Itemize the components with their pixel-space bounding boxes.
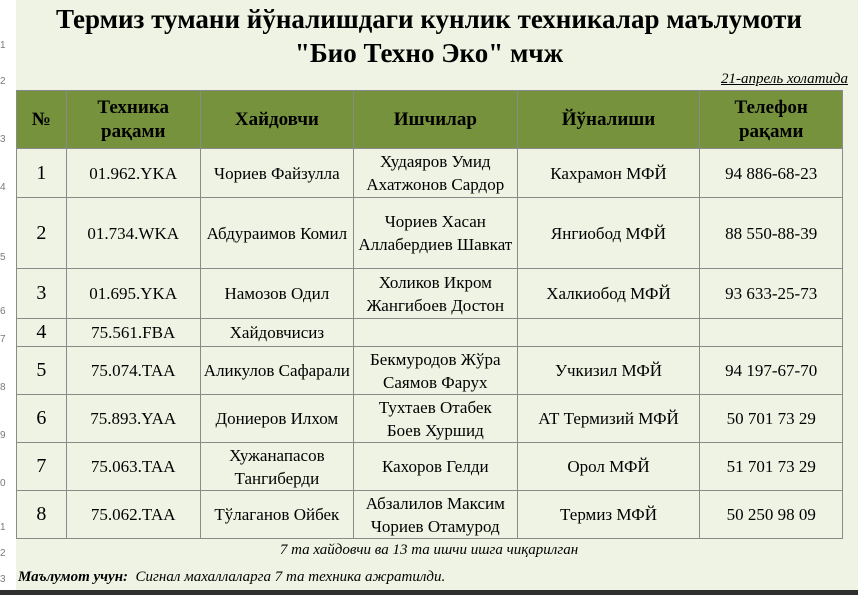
row-header-column: [0, 0, 17, 595]
row-number[interactable]: 1: [0, 522, 6, 533]
cell-driver[interactable]: Дониеров Илхом: [200, 395, 353, 443]
table-row: [17, 319, 843, 347]
cell-phone[interactable]: 94 197-67-70: [700, 347, 843, 395]
cell-plate[interactable]: 01.962.YKA: [66, 149, 200, 198]
cell-driver[interactable]: Абдураимов Комил: [200, 198, 353, 269]
row-number[interactable]: 3: [0, 134, 6, 145]
cell-driver[interactable]: Тўлаганов Ойбек: [200, 491, 353, 539]
header-cell-workers[interactable]: Ишчилар: [353, 91, 517, 149]
worker-name: Кахоров Гелди: [381, 457, 489, 476]
cell-phone[interactable]: 50 701 73 29: [700, 395, 843, 443]
info-line[interactable]: [18, 568, 445, 586]
header-cell-phone[interactable]: Телефон рақами: [700, 91, 843, 149]
worker-name: Чориев Хасан: [384, 212, 486, 231]
title-line-1: Термиз тумани йўналишдаги кунлик техникалар маълумоти: [56, 4, 802, 34]
cell-plate[interactable]: 75.561.FBA: [66, 319, 200, 347]
info-label: Маълумот учун:: [18, 569, 129, 585]
row-number[interactable]: 5: [0, 252, 6, 263]
cell-workers[interactable]: [353, 149, 517, 198]
header-cell-driver[interactable]: Хайдовчи: [200, 91, 353, 149]
date-label[interactable]: [721, 70, 848, 88]
cell-phone[interactable]: 51 701 73 29: [700, 443, 843, 491]
cell-no[interactable]: 8: [17, 491, 67, 539]
cell-workers[interactable]: [353, 395, 517, 443]
cell-workers[interactable]: [353, 347, 517, 395]
cell-phone[interactable]: 50 250 98 09: [700, 491, 843, 539]
worker-name: Боев Хуршид: [386, 420, 484, 440]
cell-no[interactable]: 2: [17, 198, 67, 269]
cell-no[interactable]: 3: [17, 269, 67, 319]
cell-workers[interactable]: [353, 491, 517, 539]
cell-phone[interactable]: 88 550-88-39: [700, 198, 843, 269]
cell-route[interactable]: Орол МФЙ: [517, 443, 700, 491]
worker-name: Бекмуродов Жўра: [370, 349, 501, 369]
cell-route[interactable]: Халкиобод МФЙ: [517, 269, 700, 319]
worker-name: Абзалилов Максим: [365, 493, 505, 513]
row-number[interactable]: 1: [0, 40, 6, 51]
cell-route[interactable]: Учкизил МФЙ: [517, 347, 700, 395]
row-number[interactable]: 7: [0, 334, 6, 345]
table-row: [17, 269, 843, 319]
table-row: [17, 491, 843, 539]
vehicles-table: [16, 90, 843, 539]
row-number[interactable]: 0: [0, 478, 6, 489]
row-number[interactable]: 9: [0, 430, 6, 441]
header-cell-route[interactable]: Йўналиши: [517, 91, 700, 149]
worker-name: Холиков Икром: [378, 272, 492, 292]
worker-name: Аллабердиев Шавкат: [358, 235, 513, 254]
cell-phone[interactable]: 94 886-68-23: [700, 149, 843, 198]
cell-route[interactable]: АТ Термизий МФЙ: [517, 395, 700, 443]
cell-driver[interactable]: Хужанапасов Тангиберди: [200, 443, 353, 491]
table-row: [17, 443, 843, 491]
header-cell-plate[interactable]: Техника рақами: [66, 91, 200, 149]
cell-phone[interactable]: [700, 319, 843, 347]
bottom-edge-bar: [0, 590, 858, 595]
worker-name: Жангибоев Достон: [366, 295, 505, 315]
worker-name: Саямов Фарух: [383, 372, 488, 392]
table-row: [17, 347, 843, 395]
worker-name: Ахатжонов Сардор: [366, 175, 505, 194]
cell-no[interactable]: 5: [17, 347, 67, 395]
cell-workers[interactable]: [353, 319, 517, 347]
summary-note[interactable]: 7 та хайдовчи ва 13 та ишчи ишга чиқарилган: [279, 542, 579, 558]
worker-name: Худаяров Умид: [380, 152, 491, 171]
cell-workers[interactable]: [353, 198, 517, 269]
header-row: [17, 91, 843, 149]
title-line-2: "Био Техно Эко" мчж: [294, 38, 564, 68]
cell-plate[interactable]: 75.062.TAA: [66, 491, 200, 539]
date-text: 21-апрель холатида: [721, 71, 848, 87]
cell-no[interactable]: 1: [17, 149, 67, 198]
cell-phone[interactable]: 93 633-25-73: [700, 269, 843, 319]
cell-plate[interactable]: 75.063.TAA: [66, 443, 200, 491]
row-number[interactable]: 2: [0, 548, 6, 559]
row-number[interactable]: 6: [0, 306, 6, 317]
header-cell-no[interactable]: №: [17, 91, 67, 149]
cell-driver[interactable]: Чориев Файзулла: [200, 149, 353, 198]
cell-plate[interactable]: 01.734.WKA: [66, 198, 200, 269]
row-number[interactable]: 4: [0, 182, 6, 193]
row-number[interactable]: 3: [0, 574, 6, 585]
cell-driver[interactable]: Хайдовчисиз: [200, 319, 353, 347]
cell-route[interactable]: [517, 319, 700, 347]
cell-no[interactable]: 7: [17, 443, 67, 491]
cell-driver[interactable]: Намозов Одил: [200, 269, 353, 319]
table-row: [17, 149, 843, 198]
cell-no[interactable]: 6: [17, 395, 67, 443]
cell-route[interactable]: Янгиобод МФЙ: [517, 198, 700, 269]
cell-driver[interactable]: Аликулов Сафарали: [200, 347, 353, 395]
worker-name: Тухтаев Отабек: [378, 397, 492, 417]
row-number[interactable]: 2: [0, 76, 6, 87]
table-row: [17, 395, 843, 443]
row-number[interactable]: 8: [0, 382, 6, 393]
info-text: Сигнал махаллаларга 7 та техника ажратилди.: [135, 569, 446, 585]
cell-route[interactable]: Термиз МФЙ: [517, 491, 700, 539]
cell-route[interactable]: Кахрамон МФЙ: [517, 149, 700, 198]
spreadsheet-area: [16, 0, 858, 595]
cell-plate[interactable]: 75.893.YAA: [66, 395, 200, 443]
cell-no[interactable]: 4: [17, 319, 67, 347]
cell-workers[interactable]: [353, 443, 517, 491]
cell-plate[interactable]: 01.695.YKA: [66, 269, 200, 319]
cell-workers[interactable]: [353, 269, 517, 319]
table-row: [17, 198, 843, 269]
cell-plate[interactable]: 75.074.TAA: [66, 347, 200, 395]
worker-name: Чориев Отамурод: [370, 516, 500, 536]
page-title[interactable]: [16, 2, 842, 70]
